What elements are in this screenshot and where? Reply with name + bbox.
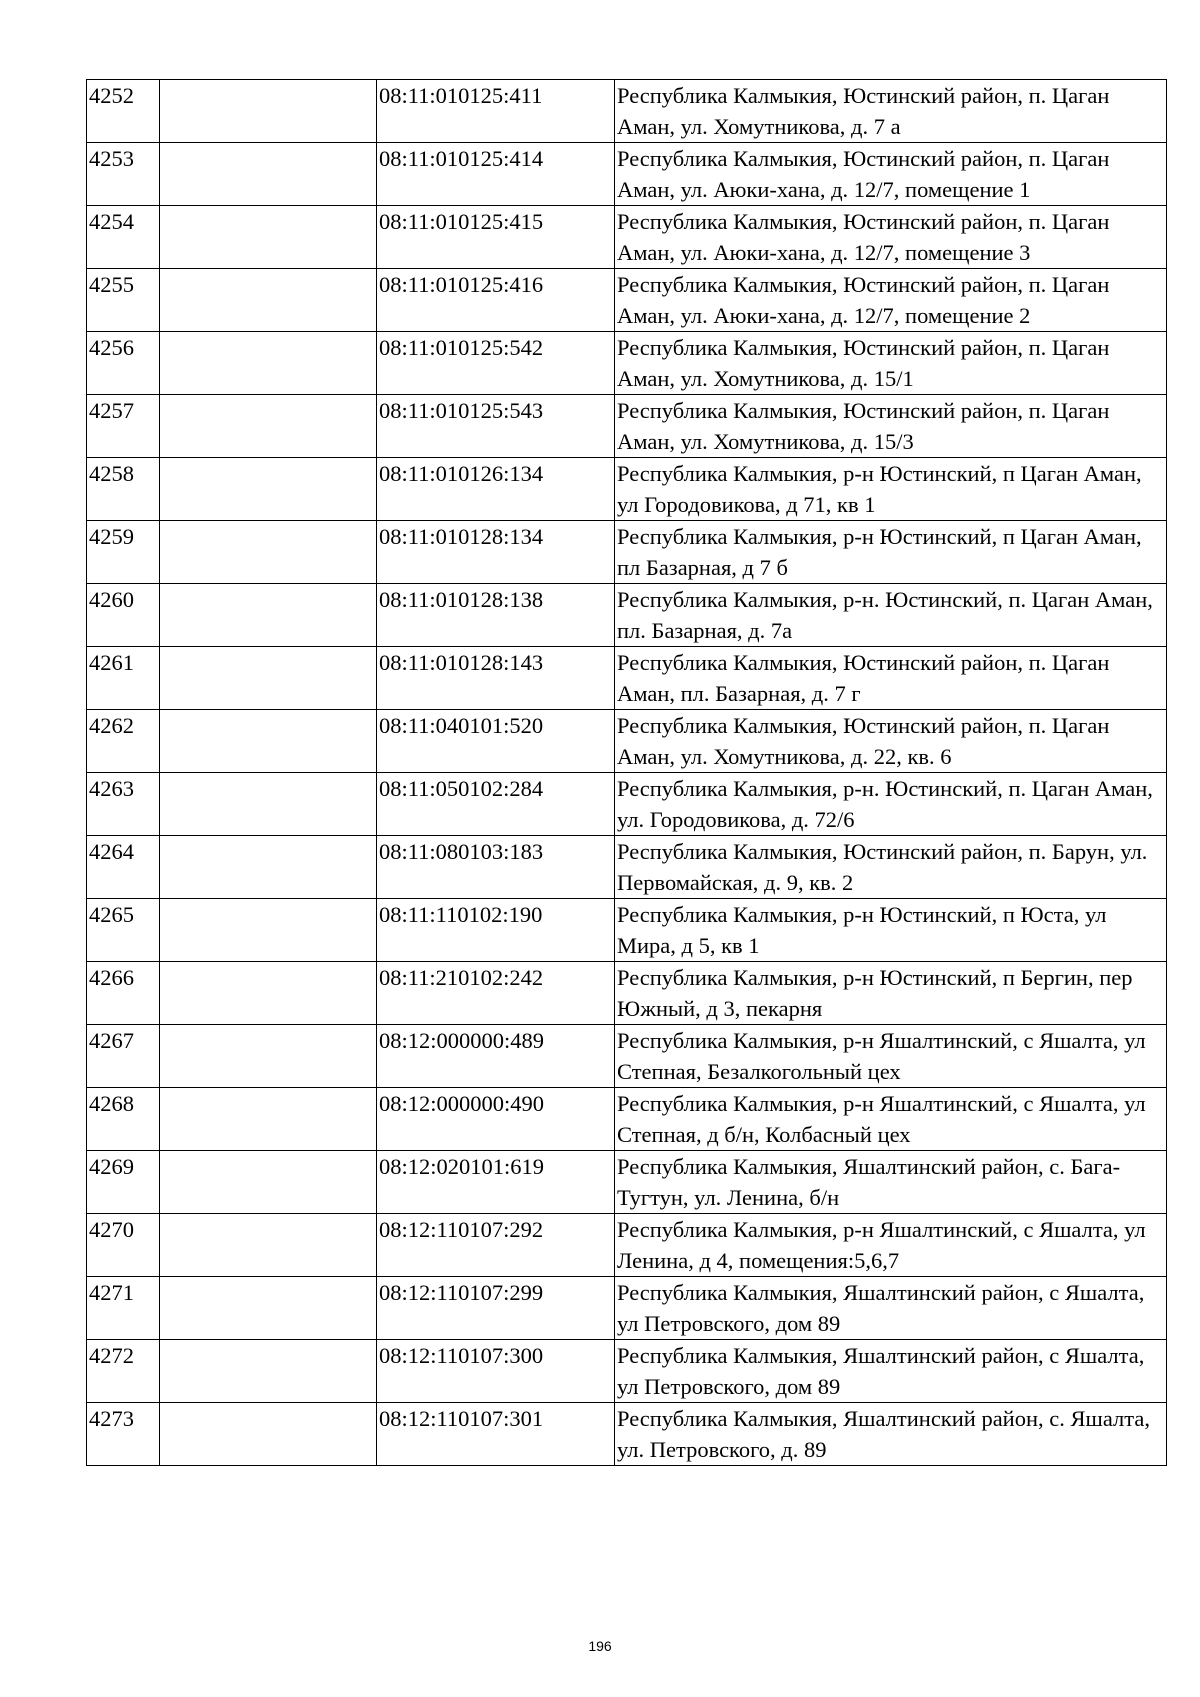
empty-cell <box>160 899 377 962</box>
cadastral-number-cell: 08:11:010125:414 <box>377 143 615 206</box>
empty-cell <box>160 206 377 269</box>
cadastral-number-cell: 08:11:210102:242 <box>377 962 615 1025</box>
cadastral-number-cell: 08:11:040101:520 <box>377 710 615 773</box>
cadastral-number-cell: 08:12:110107:292 <box>377 1214 615 1277</box>
row-number-cell: 4262 <box>87 710 160 773</box>
row-number-cell: 4263 <box>87 773 160 836</box>
row-number-cell: 4267 <box>87 1025 160 1088</box>
address-cell: Республика Калмыкия, р-н Яшалтинский, с Яшалта, ул Ленина, д 4, помещения:5,6,7 <box>615 1214 1167 1277</box>
address-cell: Республика Калмыкия, Юстинский район, п. Цаган Аман, ул. Хомутникова, д. 15/3 <box>615 395 1167 458</box>
empty-cell <box>160 1403 377 1466</box>
address-cell: Республика Калмыкия, Юстинский район, п. Цаган Аман, ул. Хомутникова, д. 15/1 <box>615 332 1167 395</box>
empty-cell <box>160 1214 377 1277</box>
registry-table-body <box>87 80 1167 1466</box>
cadastral-number-cell: 08:11:010128:134 <box>377 521 615 584</box>
table-row <box>87 80 1167 143</box>
table-row <box>87 143 1167 206</box>
row-number-cell: 4260 <box>87 584 160 647</box>
address-cell: Республика Калмыкия, р-н Юстинский, п Юста, ул Мира, д 5, кв 1 <box>615 899 1167 962</box>
empty-cell <box>160 143 377 206</box>
empty-cell <box>160 1088 377 1151</box>
table-row <box>87 1151 1167 1214</box>
empty-cell <box>160 269 377 332</box>
row-number-cell: 4252 <box>87 80 160 143</box>
address-cell: Республика Калмыкия, Юстинский район, п. Цаган Аман, ул. Хомутникова, д. 7 а <box>615 80 1167 143</box>
empty-cell <box>160 1340 377 1403</box>
cadastral-number-cell: 08:11:110102:190 <box>377 899 615 962</box>
row-number-cell: 4255 <box>87 269 160 332</box>
table-row <box>87 395 1167 458</box>
row-number-cell: 4265 <box>87 899 160 962</box>
cadastral-number-cell: 08:11:010125:416 <box>377 269 615 332</box>
row-number-cell: 4270 <box>87 1214 160 1277</box>
row-number-cell: 4273 <box>87 1403 160 1466</box>
empty-cell <box>160 584 377 647</box>
empty-cell <box>160 1025 377 1088</box>
cadastral-number-cell: 08:11:010125:542 <box>377 332 615 395</box>
row-number-cell: 4269 <box>87 1151 160 1214</box>
address-cell: Республика Калмыкия, Яшалтинский район, с Яшалта, ул Петровского, дом 89 <box>615 1277 1167 1340</box>
address-cell: Республика Калмыкия, р-н Яшалтинский, с Яшалта, ул Степная, Безалкогольный цех <box>615 1025 1167 1088</box>
table-row <box>87 899 1167 962</box>
address-cell: Республика Калмыкия, Юстинский район, п. Цаган Аман, ул. Хомутникова, д. 22, кв. 6 <box>615 710 1167 773</box>
cadastral-number-cell: 08:12:110107:300 <box>377 1340 615 1403</box>
row-number-cell: 4271 <box>87 1277 160 1340</box>
cadastral-number-cell: 08:11:010125:411 <box>377 80 615 143</box>
address-cell: Республика Калмыкия, р-н. Юстинский, п. Цаган Аман, ул. Городовикова, д. 72/6 <box>615 773 1167 836</box>
row-number-cell: 4253 <box>87 143 160 206</box>
cadastral-number-cell: 08:11:010125:415 <box>377 206 615 269</box>
table-row <box>87 1277 1167 1340</box>
empty-cell <box>160 962 377 1025</box>
empty-cell <box>160 773 377 836</box>
row-number-cell: 4258 <box>87 458 160 521</box>
cadastral-number-cell: 08:11:010126:134 <box>377 458 615 521</box>
row-number-cell: 4264 <box>87 836 160 899</box>
table-row <box>87 962 1167 1025</box>
table-row <box>87 1214 1167 1277</box>
table-row <box>87 1340 1167 1403</box>
address-cell: Республика Калмыкия, р-н Юстинский, п Цаган Аман, пл Базарная, д 7 б <box>615 521 1167 584</box>
empty-cell <box>160 1277 377 1340</box>
empty-cell <box>160 332 377 395</box>
table-row <box>87 332 1167 395</box>
address-cell: Республика Калмыкия, Юстинский район, п. Барун, ул. Первомайская, д. 9, кв. 2 <box>615 836 1167 899</box>
table-row <box>87 647 1167 710</box>
address-cell: Республика Калмыкия, Яшалтинский район, с Яшалта, ул Петровского, дом 89 <box>615 1340 1167 1403</box>
cadastral-number-cell: 08:12:020101:619 <box>377 1151 615 1214</box>
table-row <box>87 584 1167 647</box>
address-cell: Республика Калмыкия, Юстинский район, п. Цаган Аман, ул. Аюки-хана, д. 12/7, помещение 2 <box>615 269 1167 332</box>
cadastral-number-cell: 08:11:050102:284 <box>377 773 615 836</box>
cadastral-number-cell: 08:12:000000:489 <box>377 1025 615 1088</box>
table-row <box>87 1088 1167 1151</box>
table-row <box>87 1025 1167 1088</box>
row-number-cell: 4259 <box>87 521 160 584</box>
cadastral-number-cell: 08:12:110107:301 <box>377 1403 615 1466</box>
address-cell: Республика Калмыкия, р-н Юстинский, п Цаган Аман, ул Городовикова, д 71, кв 1 <box>615 458 1167 521</box>
row-number-cell: 4254 <box>87 206 160 269</box>
table-row <box>87 1403 1167 1466</box>
registry-table <box>86 79 1167 1466</box>
empty-cell <box>160 521 377 584</box>
table-row <box>87 836 1167 899</box>
address-cell: Республика Калмыкия, р-н Яшалтинский, с Яшалта, ул Степная, д б/н, Колбасный цех <box>615 1088 1167 1151</box>
cadastral-number-cell: 08:11:010128:143 <box>377 647 615 710</box>
address-cell: Республика Калмыкия, р-н Юстинский, п Бергин, пер Южный, д 3, пекарня <box>615 962 1167 1025</box>
row-number-cell: 4272 <box>87 1340 160 1403</box>
empty-cell <box>160 1151 377 1214</box>
empty-cell <box>160 647 377 710</box>
table-row <box>87 521 1167 584</box>
address-cell: Республика Калмыкия, Юстинский район, п. Цаган Аман, ул. Аюки-хана, д. 12/7, помещение 1 <box>615 143 1167 206</box>
row-number-cell: 4261 <box>87 647 160 710</box>
address-cell: Республика Калмыкия, Яшалтинский район, с. Яшалта, ул. Петровского, д. 89 <box>615 1403 1167 1466</box>
row-number-cell: 4257 <box>87 395 160 458</box>
address-cell: Республика Калмыкия, Юстинский район, п. Цаган Аман, пл. Базарная, д. 7 г <box>615 647 1167 710</box>
address-cell: Республика Калмыкия, Яшалтинский район, с. Бага-Тугтун, ул. Ленина, б/н <box>615 1151 1167 1214</box>
empty-cell <box>160 80 377 143</box>
table-row <box>87 710 1167 773</box>
row-number-cell: 4268 <box>87 1088 160 1151</box>
page-number: 196 <box>588 1638 612 1654</box>
cadastral-number-cell: 08:12:000000:490 <box>377 1088 615 1151</box>
table-row <box>87 206 1167 269</box>
empty-cell <box>160 395 377 458</box>
table-row <box>87 773 1167 836</box>
address-cell: Республика Калмыкия, р-н. Юстинский, п. Цаган Аман, пл. Базарная, д. 7а <box>615 584 1167 647</box>
cadastral-number-cell: 08:11:010128:138 <box>377 584 615 647</box>
empty-cell <box>160 458 377 521</box>
cadastral-number-cell: 08:11:080103:183 <box>377 836 615 899</box>
table-row <box>87 458 1167 521</box>
table-row <box>87 269 1167 332</box>
empty-cell <box>160 836 377 899</box>
empty-cell <box>160 710 377 773</box>
cadastral-number-cell: 08:12:110107:299 <box>377 1277 615 1340</box>
row-number-cell: 4256 <box>87 332 160 395</box>
cadastral-number-cell: 08:11:010125:543 <box>377 395 615 458</box>
address-cell: Республика Калмыкия, Юстинский район, п. Цаган Аман, ул. Аюки-хана, д. 12/7, помещение 3 <box>615 206 1167 269</box>
row-number-cell: 4266 <box>87 962 160 1025</box>
